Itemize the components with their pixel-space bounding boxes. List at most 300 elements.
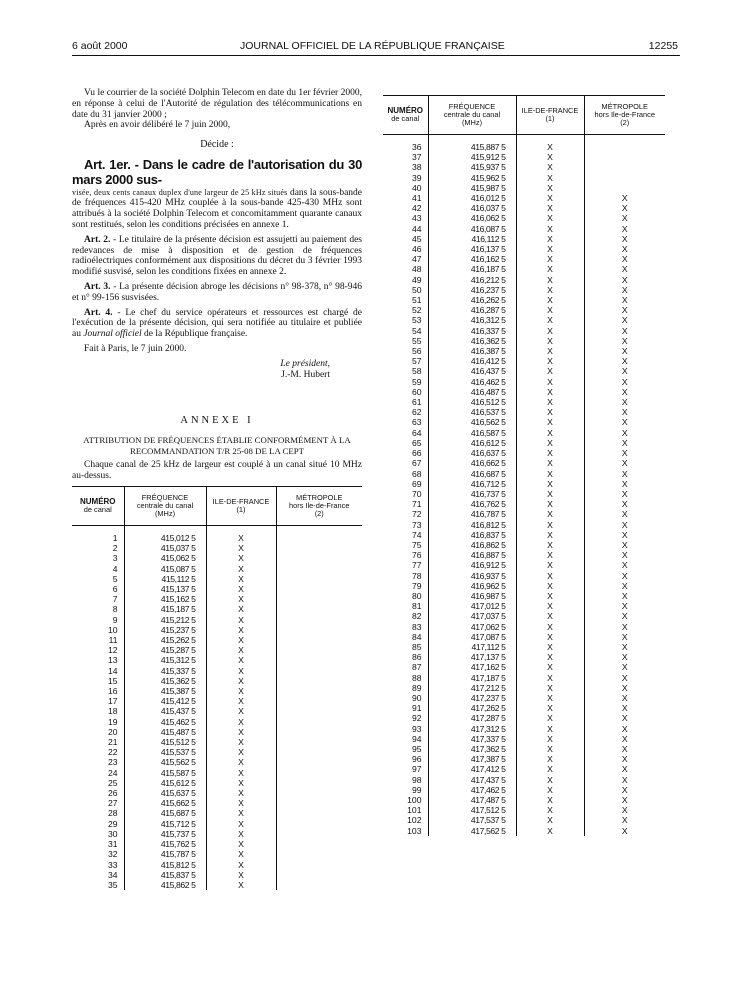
cell-frequence: 415,987 5 <box>428 183 516 193</box>
article-1-heading: Art. 1er. - Dans le cadre de l'autorisation du 30 mars 2000 sus- <box>72 156 362 187</box>
cell-idf: X <box>516 203 584 213</box>
table-row <box>72 564 362 574</box>
col-idf-note: (1) <box>236 505 246 514</box>
cell-idf: X <box>206 798 276 808</box>
table-row <box>72 737 362 747</box>
cell-frequence: 417,287 5 <box>428 713 516 723</box>
cell-metropole <box>276 757 362 767</box>
cell-metropole: X <box>584 509 665 519</box>
cell-idf: X <box>516 775 584 785</box>
cell-frequence: 417,087 5 <box>428 632 516 642</box>
cell-numero: 20 <box>107 726 118 737</box>
cell-metropole: X <box>584 305 665 315</box>
cell-metropole: X <box>584 407 665 417</box>
cell-metropole: X <box>584 387 665 397</box>
cell-metropole <box>276 584 362 594</box>
table-row <box>72 706 362 716</box>
cell-metropole: X <box>584 193 665 203</box>
cell-metropole <box>276 880 362 890</box>
table-row <box>383 622 665 632</box>
cell-idf: X <box>516 540 584 550</box>
article-2-label: Art. 2. <box>84 234 111 245</box>
cell-numero: 42 <box>411 203 422 214</box>
cell-metropole <box>276 676 362 686</box>
cell-numero: 82 <box>411 611 422 622</box>
cell-idf: X <box>516 366 584 376</box>
col-idf-label: ILE-DE-FRANCE <box>521 106 579 116</box>
cell-numero: 71 <box>411 499 422 510</box>
cell-metropole: X <box>584 336 665 346</box>
cell-idf: X <box>516 693 584 703</box>
cell-numero: 3 <box>112 553 118 564</box>
cell-frequence: 417,437 5 <box>428 775 516 785</box>
cell-frequence: 417,487 5 <box>428 795 516 805</box>
table-row <box>72 757 362 767</box>
cell-metropole: X <box>584 285 665 295</box>
cell-numero: 13 <box>107 655 118 666</box>
cell-numero: 49 <box>411 274 422 285</box>
table-row <box>383 326 665 336</box>
cell-idf: X <box>516 162 584 172</box>
cell-metropole: X <box>584 601 665 611</box>
col-idf <box>516 96 584 135</box>
cell-frequence: 415,662 5 <box>124 798 206 808</box>
cell-frequence: 416,187 5 <box>428 264 516 274</box>
cell-idf: X <box>516 581 584 591</box>
cell-metropole: X <box>584 520 665 530</box>
cell-frequence: 416,637 5 <box>428 448 516 458</box>
cell-idf: X <box>206 819 276 829</box>
cell-numero: 43 <box>411 213 422 224</box>
table-row <box>383 775 665 785</box>
cell-idf: X <box>516 336 584 346</box>
col-numero-label: NUMÉRO <box>79 497 116 507</box>
table-row <box>383 366 665 376</box>
table-row <box>383 591 665 601</box>
cell-metropole: X <box>584 754 665 764</box>
table-row <box>72 808 362 818</box>
cell-idf: X <box>206 696 276 706</box>
cell-frequence: 416,812 5 <box>428 520 516 530</box>
table-row <box>72 880 362 890</box>
cell-metropole: X <box>584 764 665 774</box>
cell-metropole: X <box>584 438 665 448</box>
cell-idf: X <box>516 407 584 417</box>
cell-idf: X <box>206 645 276 655</box>
cell-idf: X <box>206 584 276 594</box>
cell-idf: X <box>516 224 584 234</box>
table-row <box>383 673 665 683</box>
cell-numero: 76 <box>411 550 422 561</box>
cell-numero: 86 <box>411 652 422 663</box>
cell-numero: 61 <box>411 397 422 408</box>
article-3 <box>72 282 362 304</box>
cell-numero: 25 <box>107 777 118 788</box>
table-row <box>72 625 362 635</box>
cell-numero: 64 <box>411 427 422 438</box>
cell-metropole: X <box>584 591 665 601</box>
col-idf-note: (1) <box>545 114 555 123</box>
cell-idf: X <box>206 839 276 849</box>
cell-idf: X <box>516 550 584 560</box>
cell-frequence: 415,487 5 <box>124 727 206 737</box>
article-3-body: - La présente décision abroge les décisions n° 98-378, n° 98-946 et n° 99-156 susvisées. <box>72 281 362 303</box>
cell-frequence: 417,187 5 <box>428 673 516 683</box>
table-row <box>383 693 665 703</box>
header-journal-title: JOURNAL OFFICIEL DE LA RÉPUBLIQUE FRANÇAISE <box>240 40 505 52</box>
cell-frequence: 416,337 5 <box>428 326 516 336</box>
cell-numero: 33 <box>107 859 118 870</box>
cell-frequence: 415,862 5 <box>124 880 206 890</box>
cell-metropole: X <box>584 611 665 621</box>
cell-numero: 96 <box>411 754 422 765</box>
cell-idf: X <box>516 601 584 611</box>
cell-metropole: X <box>584 581 665 591</box>
cell-frequence: 416,162 5 <box>428 254 516 264</box>
cell-frequence: 417,262 5 <box>428 703 516 713</box>
cell-frequence: 415,037 5 <box>124 543 206 553</box>
cell-idf: X <box>206 870 276 880</box>
table-row <box>383 530 665 540</box>
cell-metropole <box>584 173 665 183</box>
table-row <box>72 727 362 737</box>
cell-idf: X <box>516 377 584 387</box>
col-metropole-label: MÉTROPOLE <box>296 493 343 503</box>
cell-frequence: 416,912 5 <box>428 560 516 570</box>
cell-numero: 99 <box>411 784 422 795</box>
table-row <box>383 499 665 509</box>
cell-idf: X <box>206 808 276 818</box>
cell-idf: X <box>516 571 584 581</box>
table-row <box>383 611 665 621</box>
cell-idf: X <box>516 152 584 162</box>
cell-idf: X <box>206 553 276 563</box>
cell-numero: 68 <box>411 468 422 479</box>
cell-numero: 77 <box>411 560 422 571</box>
cell-frequence: 415,237 5 <box>124 625 206 635</box>
cell-numero: 40 <box>411 182 422 193</box>
cell-numero: 67 <box>411 458 422 469</box>
table-row <box>72 829 362 839</box>
table-row <box>383 479 665 489</box>
president-title <box>72 359 362 370</box>
cell-metropole <box>276 860 362 870</box>
cell-metropole <box>276 798 362 808</box>
cell-frequence: 415,387 5 <box>124 686 206 696</box>
cell-numero: 69 <box>411 478 422 489</box>
cell-metropole: X <box>584 693 665 703</box>
paragraph-decide: Décide : <box>200 139 234 151</box>
cell-metropole: X <box>584 785 665 795</box>
paragraph-apres: Après en avoir délibéré le 7 juin 2000, <box>84 120 231 131</box>
cell-frequence: 416,237 5 <box>428 285 516 295</box>
table-row <box>72 666 362 676</box>
table-row <box>72 798 362 808</box>
cell-idf: X <box>516 815 584 825</box>
table-row <box>72 849 362 859</box>
cell-metropole <box>276 543 362 553</box>
cell-metropole: X <box>584 662 665 672</box>
table-row <box>72 676 362 686</box>
cell-numero: 39 <box>411 172 422 183</box>
cell-idf: X <box>206 860 276 870</box>
cell-numero: 93 <box>411 723 422 734</box>
cell-idf: X <box>516 520 584 530</box>
table-body-left <box>72 526 362 891</box>
cell-idf: X <box>206 625 276 635</box>
cell-idf: X <box>516 622 584 632</box>
cell-metropole <box>276 645 362 655</box>
cell-numero: 26 <box>107 788 118 799</box>
table-row <box>383 203 665 213</box>
cell-idf: X <box>516 254 584 264</box>
cell-numero: 32 <box>107 849 118 860</box>
table-row <box>383 724 665 734</box>
cell-frequence: 416,512 5 <box>428 397 516 407</box>
table-row <box>383 234 665 244</box>
table-row <box>383 193 665 203</box>
col-metropole-note: (2) <box>314 508 324 518</box>
table-row <box>383 581 665 591</box>
cell-numero: 45 <box>411 233 422 244</box>
cell-metropole <box>276 706 362 716</box>
cell-numero: 89 <box>411 682 422 693</box>
table-row <box>72 553 362 563</box>
cell-frequence: 415,062 5 <box>124 553 206 563</box>
cell-idf: X <box>206 676 276 686</box>
cell-idf: X <box>516 326 584 336</box>
cell-frequence: 415,612 5 <box>124 778 206 788</box>
article-3-label: Art. 3. <box>84 281 111 292</box>
cell-numero: 24 <box>107 767 118 778</box>
cell-idf: X <box>516 754 584 764</box>
table-row <box>72 778 362 788</box>
cell-numero: 10 <box>107 624 118 635</box>
cell-frequence: 416,662 5 <box>428 458 516 468</box>
cell-frequence: 415,512 5 <box>124 737 206 747</box>
cell-numero: 54 <box>411 325 422 336</box>
cell-numero: 59 <box>411 376 422 387</box>
cell-frequence: 415,462 5 <box>124 717 206 727</box>
cell-numero: 8 <box>112 604 118 615</box>
col-metropole-sub: hors Ile-de-France <box>289 501 350 511</box>
cell-numero: 66 <box>411 448 422 459</box>
cell-idf: X <box>516 642 584 652</box>
table-row <box>72 574 362 584</box>
cell-idf: X <box>516 135 584 153</box>
table-row <box>383 683 665 693</box>
col-frequence-sub: centrale du canal <box>443 110 501 120</box>
cell-numero: 21 <box>107 737 118 748</box>
cell-metropole <box>276 686 362 696</box>
cell-numero: 16 <box>107 686 118 697</box>
cell-idf: X <box>516 397 584 407</box>
article-4-body-b: de la République française. <box>141 329 248 340</box>
cell-numero: 12 <box>107 645 118 656</box>
cell-idf: X <box>516 173 584 183</box>
cell-frequence: 416,012 5 <box>428 193 516 203</box>
table-row <box>383 428 665 438</box>
cell-frequence: 417,362 5 <box>428 744 516 754</box>
table-header-row <box>383 96 665 135</box>
cell-numero: 88 <box>411 672 422 683</box>
table-row <box>383 744 665 754</box>
cell-idf: X <box>516 673 584 683</box>
article-4 <box>72 308 362 340</box>
article-1-small: visée, deux cents canaux duplex d'une largeur de 25 kHz situés <box>72 187 288 197</box>
cell-metropole <box>276 849 362 859</box>
frequency-table-left <box>72 486 362 890</box>
table-row <box>72 696 362 706</box>
table-row <box>72 839 362 849</box>
cell-frequence: 416,137 5 <box>428 244 516 254</box>
cell-frequence: 416,962 5 <box>428 581 516 591</box>
cell-numero: 102 <box>407 815 422 826</box>
table-row <box>383 795 665 805</box>
president-label: Le président, <box>280 358 330 369</box>
table-row <box>72 604 362 614</box>
table-row <box>383 336 665 346</box>
cell-frequence: 415,837 5 <box>124 870 206 880</box>
cell-numero: 95 <box>411 743 422 754</box>
cell-metropole <box>276 635 362 645</box>
table-row <box>383 601 665 611</box>
cell-idf: X <box>206 635 276 645</box>
cell-numero: 51 <box>411 295 422 306</box>
cell-idf: X <box>516 530 584 540</box>
table-row <box>383 713 665 723</box>
table-row <box>383 734 665 744</box>
cell-idf: X <box>206 880 276 890</box>
table-row <box>72 655 362 665</box>
cell-frequence: 415,562 5 <box>124 757 206 767</box>
table-row <box>383 356 665 366</box>
cell-metropole: X <box>584 264 665 274</box>
frequency-table-right <box>383 95 665 836</box>
cell-metropole <box>276 666 362 676</box>
table-row <box>383 520 665 530</box>
cell-numero: 30 <box>107 828 118 839</box>
table-row <box>72 526 362 544</box>
cell-idf: X <box>206 757 276 767</box>
cell-metropole: X <box>584 234 665 244</box>
cell-numero: 62 <box>411 407 422 418</box>
col-metropole-note: (2) <box>620 117 630 127</box>
cell-frequence: 417,412 5 <box>428 764 516 774</box>
cell-idf: X <box>206 686 276 696</box>
cell-idf: X <box>206 717 276 727</box>
cell-metropole: X <box>584 213 665 223</box>
cell-frequence: 417,212 5 <box>428 683 516 693</box>
cell-numero: 38 <box>411 162 422 173</box>
cell-numero: 31 <box>107 839 118 850</box>
cell-idf: X <box>206 615 276 625</box>
table-header-row <box>72 487 362 526</box>
table-row <box>72 860 362 870</box>
cell-frequence: 415,537 5 <box>124 747 206 757</box>
cell-numero: 55 <box>411 335 422 346</box>
cell-idf: X <box>516 611 584 621</box>
cell-metropole <box>276 594 362 604</box>
cell-numero: 60 <box>411 386 422 397</box>
cell-frequence: 415,937 5 <box>428 162 516 172</box>
cell-frequence: 415,212 5 <box>124 615 206 625</box>
col-frequence-sub: centrale du canal <box>136 501 194 511</box>
cell-idf: X <box>516 826 584 836</box>
cell-idf: X <box>206 526 276 544</box>
table-row <box>383 509 665 519</box>
cell-idf: X <box>206 788 276 798</box>
cell-metropole: X <box>584 815 665 825</box>
cell-idf: X <box>516 295 584 305</box>
cell-numero: 97 <box>411 764 422 775</box>
cell-numero: 101 <box>407 805 422 816</box>
cell-idf: X <box>206 747 276 757</box>
col-metropole <box>584 96 665 135</box>
table-row <box>72 768 362 778</box>
cell-metropole <box>276 870 362 880</box>
paragraph-fait: Fait à Paris, le 7 juin 2000. <box>84 343 187 354</box>
cell-numero: 57 <box>411 356 422 367</box>
cell-idf: X <box>206 564 276 574</box>
table-row <box>383 224 665 234</box>
cell-frequence: 415,187 5 <box>124 604 206 614</box>
col-frequence-label: FRÉQUENCE <box>448 102 496 112</box>
header-date: 6 août 2000 <box>72 40 128 52</box>
cell-metropole <box>276 829 362 839</box>
table-body-right <box>383 135 665 836</box>
cell-metropole <box>276 778 362 788</box>
cell-frequence: 415,412 5 <box>124 696 206 706</box>
cell-idf: X <box>516 183 584 193</box>
cell-metropole: X <box>584 795 665 805</box>
cell-metropole: X <box>584 356 665 366</box>
cell-metropole: X <box>584 642 665 652</box>
cell-metropole <box>584 162 665 172</box>
cell-frequence: 415,337 5 <box>124 666 206 676</box>
table-row <box>383 571 665 581</box>
table-row <box>383 458 665 468</box>
cell-idf: X <box>516 560 584 570</box>
table-row <box>383 254 665 264</box>
cell-frequence: 416,437 5 <box>428 366 516 376</box>
cell-metropole: X <box>584 632 665 642</box>
cell-numero: 63 <box>411 417 422 428</box>
cell-numero: 2 <box>112 543 118 554</box>
cell-idf: X <box>516 509 584 519</box>
table-row <box>383 285 665 295</box>
cell-idf: X <box>516 652 584 662</box>
article-4-label: Art. 4. <box>84 307 113 318</box>
cell-numero: 100 <box>407 795 422 805</box>
cell-metropole <box>276 615 362 625</box>
cell-frequence: 415,887 5 <box>428 135 516 153</box>
table-row <box>383 315 665 325</box>
cell-numero: 46 <box>411 244 422 255</box>
table-row <box>383 469 665 479</box>
cell-frequence: 415,912 5 <box>428 152 516 162</box>
cell-idf: X <box>516 428 584 438</box>
cell-numero: 4 <box>112 563 118 574</box>
cell-idf: X <box>206 706 276 716</box>
col-numero-sub: de canal <box>391 114 420 123</box>
cell-idf: X <box>206 829 276 839</box>
cell-metropole <box>276 604 362 614</box>
cell-numero: 22 <box>107 747 118 758</box>
article-2 <box>72 235 362 278</box>
cell-numero: 37 <box>411 152 422 163</box>
cell-metropole: X <box>584 560 665 570</box>
